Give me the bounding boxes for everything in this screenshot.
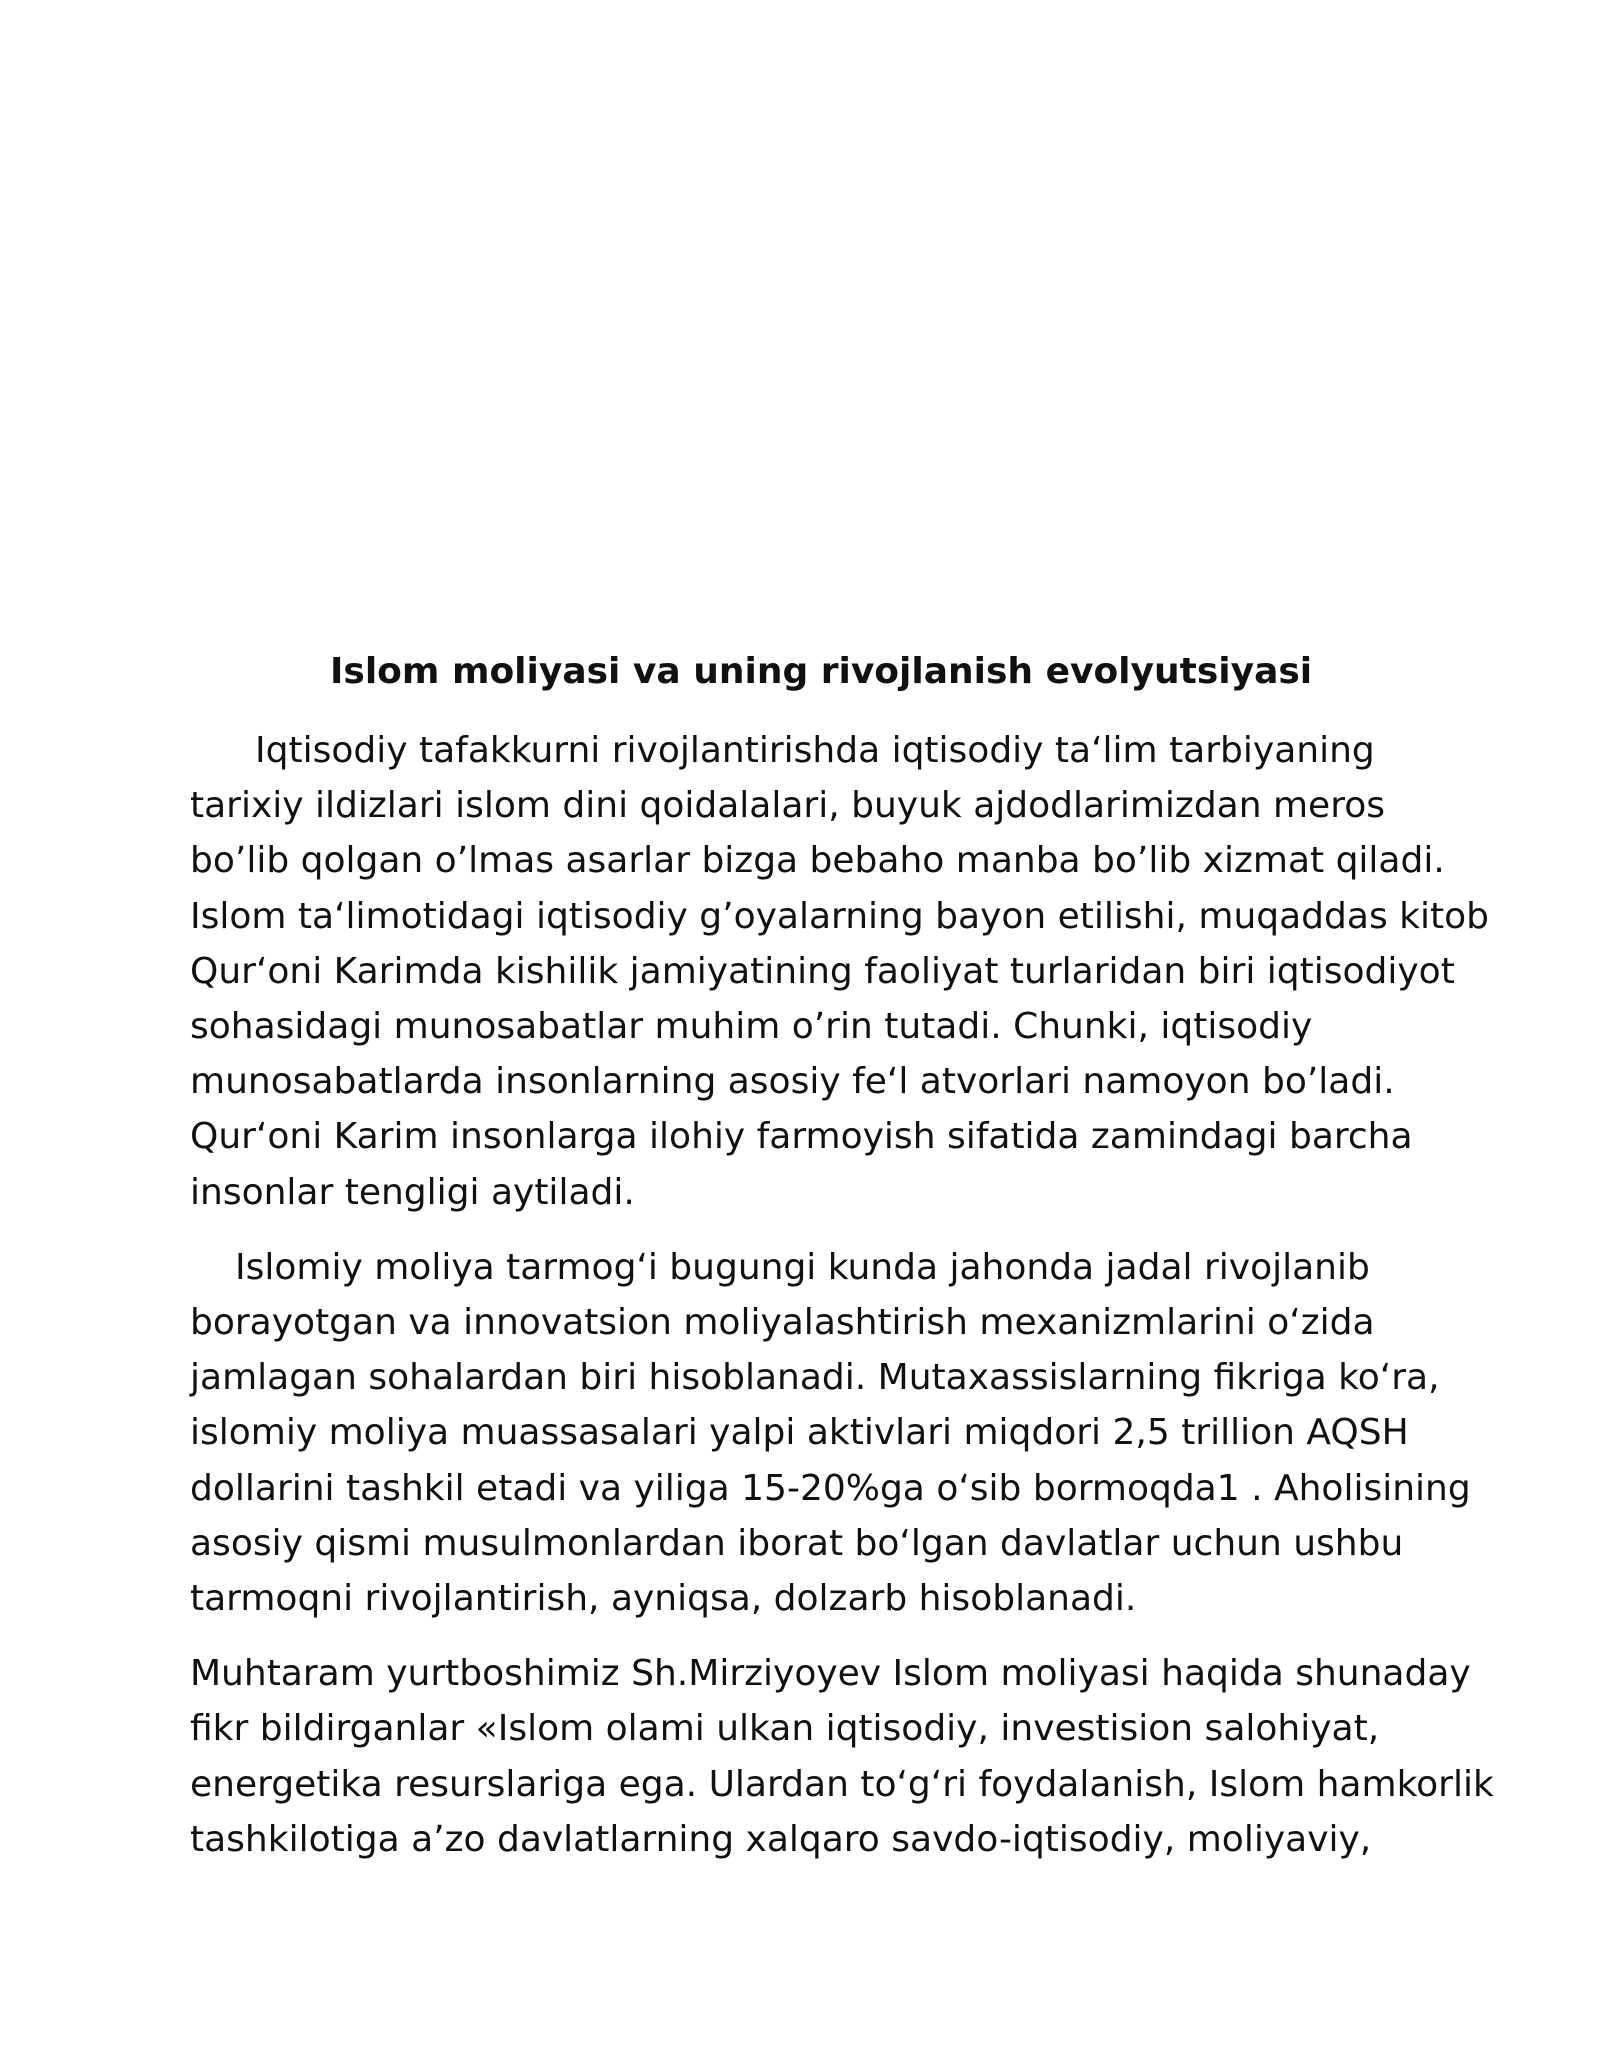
paragraph-line: tarmoqni rivojlantirish, ayniqsa, dolzarb hisoblanadi.	[190, 1578, 1137, 1620]
paragraph-line: dollarini tashkil etadi va yiliga 15-20%ga o‘sib bormoqda1 . Aholisining	[190, 1467, 1471, 1509]
document-title: Islom moliyasi va uning rivojlanish evolyutsiyasi	[330, 651, 1313, 692]
paragraph-line: Islom ta‘limotidagi iqtisodiy g’oyalarning bayon etilishi, muqaddas kitob	[190, 895, 1489, 937]
paragraph-line: Qur‘oni Karim insonlarga ilohiy farmoyish sifatida zamindagi barcha	[190, 1116, 1413, 1158]
paragraph-line: islomiy moliya muassasalari yalpi aktivlari miqdori 2,5 trillion AQSH	[190, 1412, 1409, 1454]
paragraph-line: fikr bildirganlar «Islom olami ulkan iqtisodiy, investision salohiyat,	[190, 1708, 1380, 1750]
paragraph-line: Qur‘oni Karimda kishilik jamiyatining faoliyat turlaridan biri iqtisodiyot	[190, 950, 1455, 992]
paragraph-line: jamlagan sohalardan biri hisoblanadi. Mutaxassislarning fikriga ko‘ra,	[190, 1357, 1440, 1399]
paragraph-line: insonlar tengligi aytiladi.	[190, 1171, 635, 1213]
paragraph-line: Muhtaram yurtboshimiz Sh.Mirziyoyev Islom moliyasi haqida shunaday	[190, 1653, 1471, 1695]
paragraph-line: tarixiy ildizlari islom dini qoidalalari, buyuk ajdodlarimizdan meros	[190, 785, 1385, 827]
paragraph-line: Iqtisodiy tafakkurni rivojlantirishda iqtisodiy ta‘lim tarbiyaning	[255, 730, 1375, 771]
paragraph-1	[190, 723, 1489, 1220]
paragraph-line: munosabatlarda insonlarning asosiy fe‘l atvorlari namoyon bo’ladi.	[190, 1061, 1395, 1103]
paragraph-2	[190, 1240, 1471, 1626]
paragraph-line: tashkilotiga a’zo davlatlarning xalqaro savdo-iqtisodiy, moliyaviy,	[190, 1818, 1372, 1860]
document-body	[190, 644, 1494, 1867]
paragraph-line: Islomiy moliya tarmog‘i bugungi kunda jahonda jadal rivojlanib	[235, 1246, 1370, 1288]
paragraph-line: energetika resurslariga ega. Ulardan to‘g‘ri foydalanish, Islom hamkorlik	[190, 1763, 1494, 1805]
paragraph-3	[190, 1646, 1494, 1867]
paragraph-line: bo’lib qolgan o’lmas asarlar bizga bebaho manba bo’lib xizmat qiladi.	[190, 840, 1445, 882]
paragraph-line: asosiy qismi musulmonlardan iborat bo‘lgan davlatlar uchun ushbu	[190, 1522, 1404, 1564]
paragraph-line: sohasidagi munosabatlar muhim o’rin tutadi. Chunki, iqtisodiy	[190, 1006, 1313, 1048]
paragraph-line: borayotgan va innovatsion moliyalashtirish mexanizmlarini o‘zida	[190, 1302, 1375, 1344]
